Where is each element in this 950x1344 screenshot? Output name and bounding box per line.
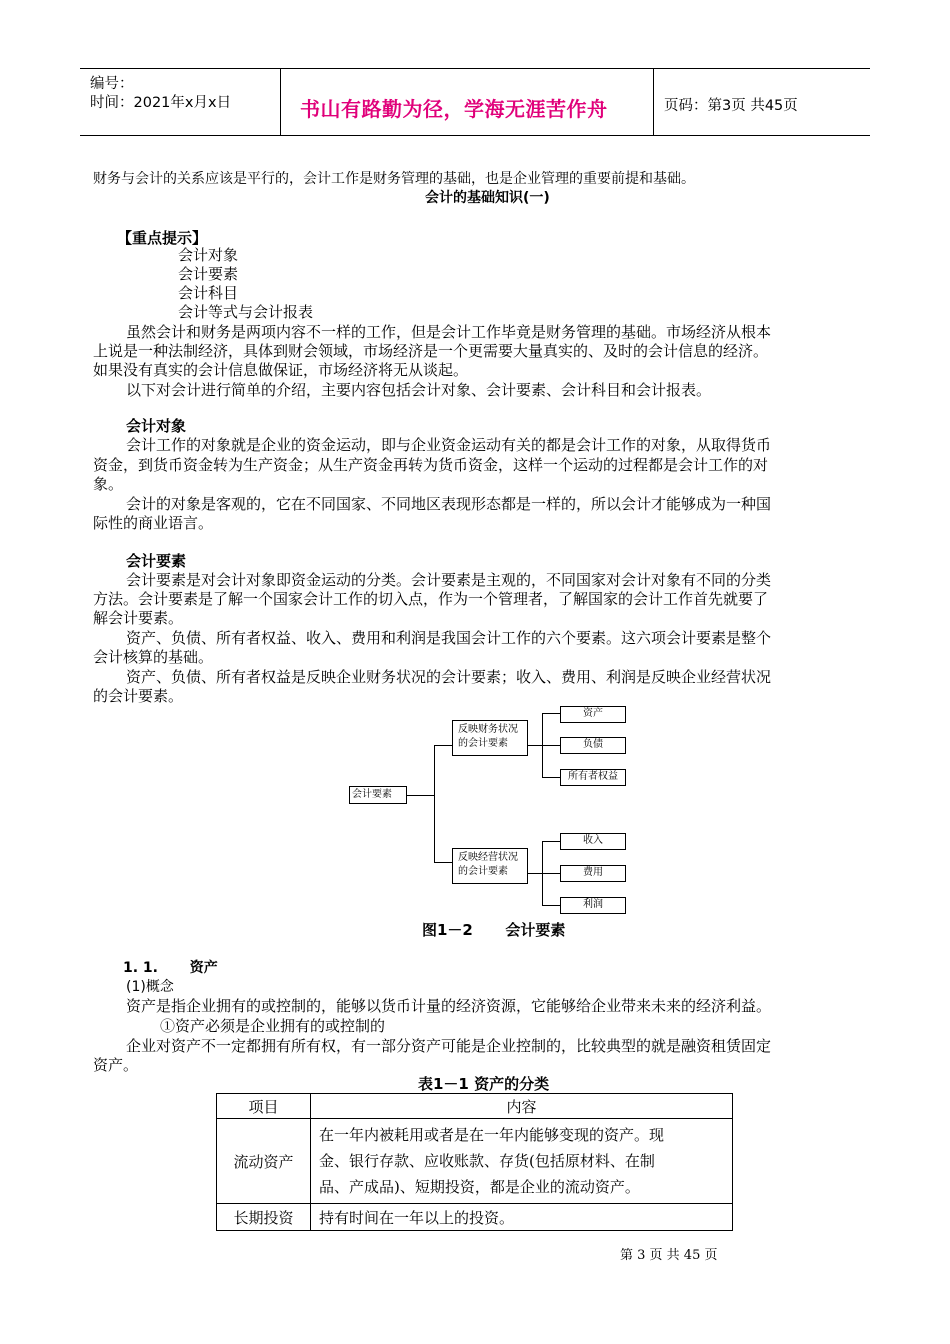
header-top-rule	[80, 68, 870, 69]
cell-line: 金、银行存款、应收账款、存货(包括原材料、在制	[319, 1152, 655, 1170]
table-cell-content	[311, 1204, 733, 1231]
figure-caption	[422, 920, 565, 940]
section-heading-assets	[123, 958, 218, 978]
diagram-connector	[542, 745, 560, 746]
table-cell-item: 流动资产	[217, 1119, 311, 1204]
section-heading-object: 会计对象	[126, 417, 187, 435]
paragraph-line: 际性的商业语言。	[93, 514, 214, 532]
diagram-group-label: 的会计要素	[458, 866, 508, 877]
diagram-group-box	[452, 720, 528, 756]
table-header-cell: 项目	[217, 1094, 311, 1119]
asset-classification-table	[216, 1093, 733, 1231]
figure-title: 会计要素	[505, 921, 566, 939]
diagram-connector	[528, 745, 542, 746]
page-indicator: 页码：第3页 共45页	[664, 98, 798, 114]
diagram-connector	[542, 777, 560, 778]
paragraph-line: 会计要素是对会计对象即资金运动的分类。会计要素是主观的，不同国家对会计对象有不同的分类	[126, 571, 772, 589]
paragraph-line: 会计核算的基础。	[93, 648, 214, 666]
paragraph-line: 如果没有真实的会计信息做保证，市场经济将无从谈起。	[93, 361, 469, 379]
table-cell-content	[311, 1119, 733, 1204]
paragraph-line: 资产、负债、所有者权益是反映企业财务状况的会计要素；收入、费用、利润是反映企业经营状况	[126, 668, 772, 686]
diagram-leaf-box: 负债	[560, 737, 626, 754]
diagram-group-box	[452, 848, 528, 884]
header-divider	[653, 68, 654, 135]
paragraph-line: 上说是一种法制经济，具体到财会领域，市场经济是一个更需要大量真实的、及时的会计信息的经济。	[93, 342, 769, 360]
paragraph-line: 的会计要素。	[93, 687, 184, 705]
table-caption: 表1－1 资产的分类	[418, 1075, 550, 1093]
key-point-item: 会计科目	[178, 284, 239, 302]
paragraph-line: 以下对会计进行简单的介绍，主要内容包括会计对象、会计要素、会计科目和会计报表。	[126, 381, 712, 399]
diagram-connector	[528, 873, 542, 874]
concept-label: (1)概念	[126, 979, 174, 995]
diagram-root-box: 会计要素	[349, 786, 407, 804]
diagram-group-label: 反映经营状况	[458, 852, 518, 863]
paragraph-line: 会计工作的对象就是企业的资金运动，即与企业资金运动有关的都是会计工作的对象，从取得货币	[126, 436, 772, 454]
paragraph-line: 象。	[93, 475, 124, 493]
paragraph-line: 资金，到货币资金转为生产资金；从生产资金再转为货币资金，这样一个运动的过程都是会计工作的对	[93, 456, 769, 474]
paragraph-line: 解会计要素。	[93, 609, 184, 627]
header-divider	[280, 68, 281, 135]
paragraph-line: 虽然会计和财务是两项内容不一样的工作，但是会计工作毕竟是财务管理的基础。市场经济从根本	[126, 323, 772, 341]
page-footer: 第 3 页 共 45 页	[620, 1248, 718, 1263]
key-point-item: 会计等式与会计报表	[178, 303, 314, 321]
diagram-connector	[434, 862, 452, 863]
table-row	[217, 1204, 733, 1231]
diagram-leaf-box: 收入	[560, 833, 626, 850]
key-points-heading: 【重点提示】	[117, 229, 208, 247]
diagram-leaf-box: 资产	[560, 706, 626, 723]
diagram-connector	[542, 841, 560, 842]
diagram-leaf-box: 所有者权益	[560, 769, 626, 786]
table-row	[217, 1119, 733, 1204]
page-title: 会计的基础知识(一)	[425, 190, 550, 206]
doc-time-label: 时间：2021年x月x日	[90, 95, 232, 111]
diagram-connector	[407, 795, 434, 796]
intro-text: 财务与会计的关系应该是平行的，会计工作是财务管理的基础，也是企业管理的重要前提和基础。	[93, 171, 695, 187]
diagram-group-label: 反映财务状况	[458, 724, 518, 735]
header-motto: 书山有路勤为径，学海无涯苦作舟	[300, 97, 608, 121]
paragraph-line: ①资产必须是企业拥有的或控制的	[160, 1017, 386, 1035]
table-header-cell: 内容	[311, 1094, 733, 1119]
diagram-connector	[542, 873, 560, 874]
cell-line: 持有时间在一年以上的投资。	[319, 1208, 515, 1227]
cell-line: 品、产成品)、短期投资，都是企业的流动资产。	[319, 1178, 640, 1196]
diagram-connector	[434, 745, 435, 862]
paragraph-line: 企业对资产不一定都拥有所有权，有一部分资产可能是企业控制的，比较典型的就是融资租赁固定	[126, 1037, 772, 1055]
section-heading-elements: 会计要素	[126, 552, 187, 570]
section-number: 1. 1.	[123, 960, 158, 976]
paragraph-line: 资产、负债、所有者权益、收入、费用和利润是我国会计工作的六个要素。这六项会计要素是整个	[126, 629, 772, 647]
diagram-connector	[542, 713, 560, 714]
figure-number: 图1－2	[422, 921, 473, 939]
cell-line: 在一年内被耗用或者是在一年内能够变现的资产。现	[319, 1126, 665, 1144]
diagram-group-label: 的会计要素	[458, 738, 508, 749]
diagram-leaf-box: 费用	[560, 865, 626, 882]
header-bottom-rule	[80, 135, 870, 136]
key-point-item: 会计对象	[178, 246, 239, 264]
paragraph-line: 会计的对象是客观的，它在不同国家、不同地区表现形态都是一样的，所以会计才能够成为一种国	[126, 495, 772, 513]
paragraph-line: 资产是指企业拥有的或控制的，能够以货币计量的经济资源，它能够给企业带来未来的经济利益。	[126, 997, 772, 1015]
doc-number-label: 编号：	[90, 76, 134, 92]
paragraph-line: 资产。	[93, 1056, 139, 1074]
key-point-item: 会计要素	[178, 265, 239, 283]
diagram-connector	[434, 745, 452, 746]
section-title: 资产	[189, 960, 218, 976]
table-cell-item: 长期投资	[217, 1204, 311, 1231]
table-header-row	[217, 1094, 733, 1119]
diagram-leaf-box: 利润	[560, 897, 626, 914]
paragraph-line: 方法。会计要素是了解一个国家会计工作的切入点，作为一个管理者，了解国家的会计工作首先就要了	[93, 590, 769, 608]
diagram-connector	[542, 905, 560, 906]
